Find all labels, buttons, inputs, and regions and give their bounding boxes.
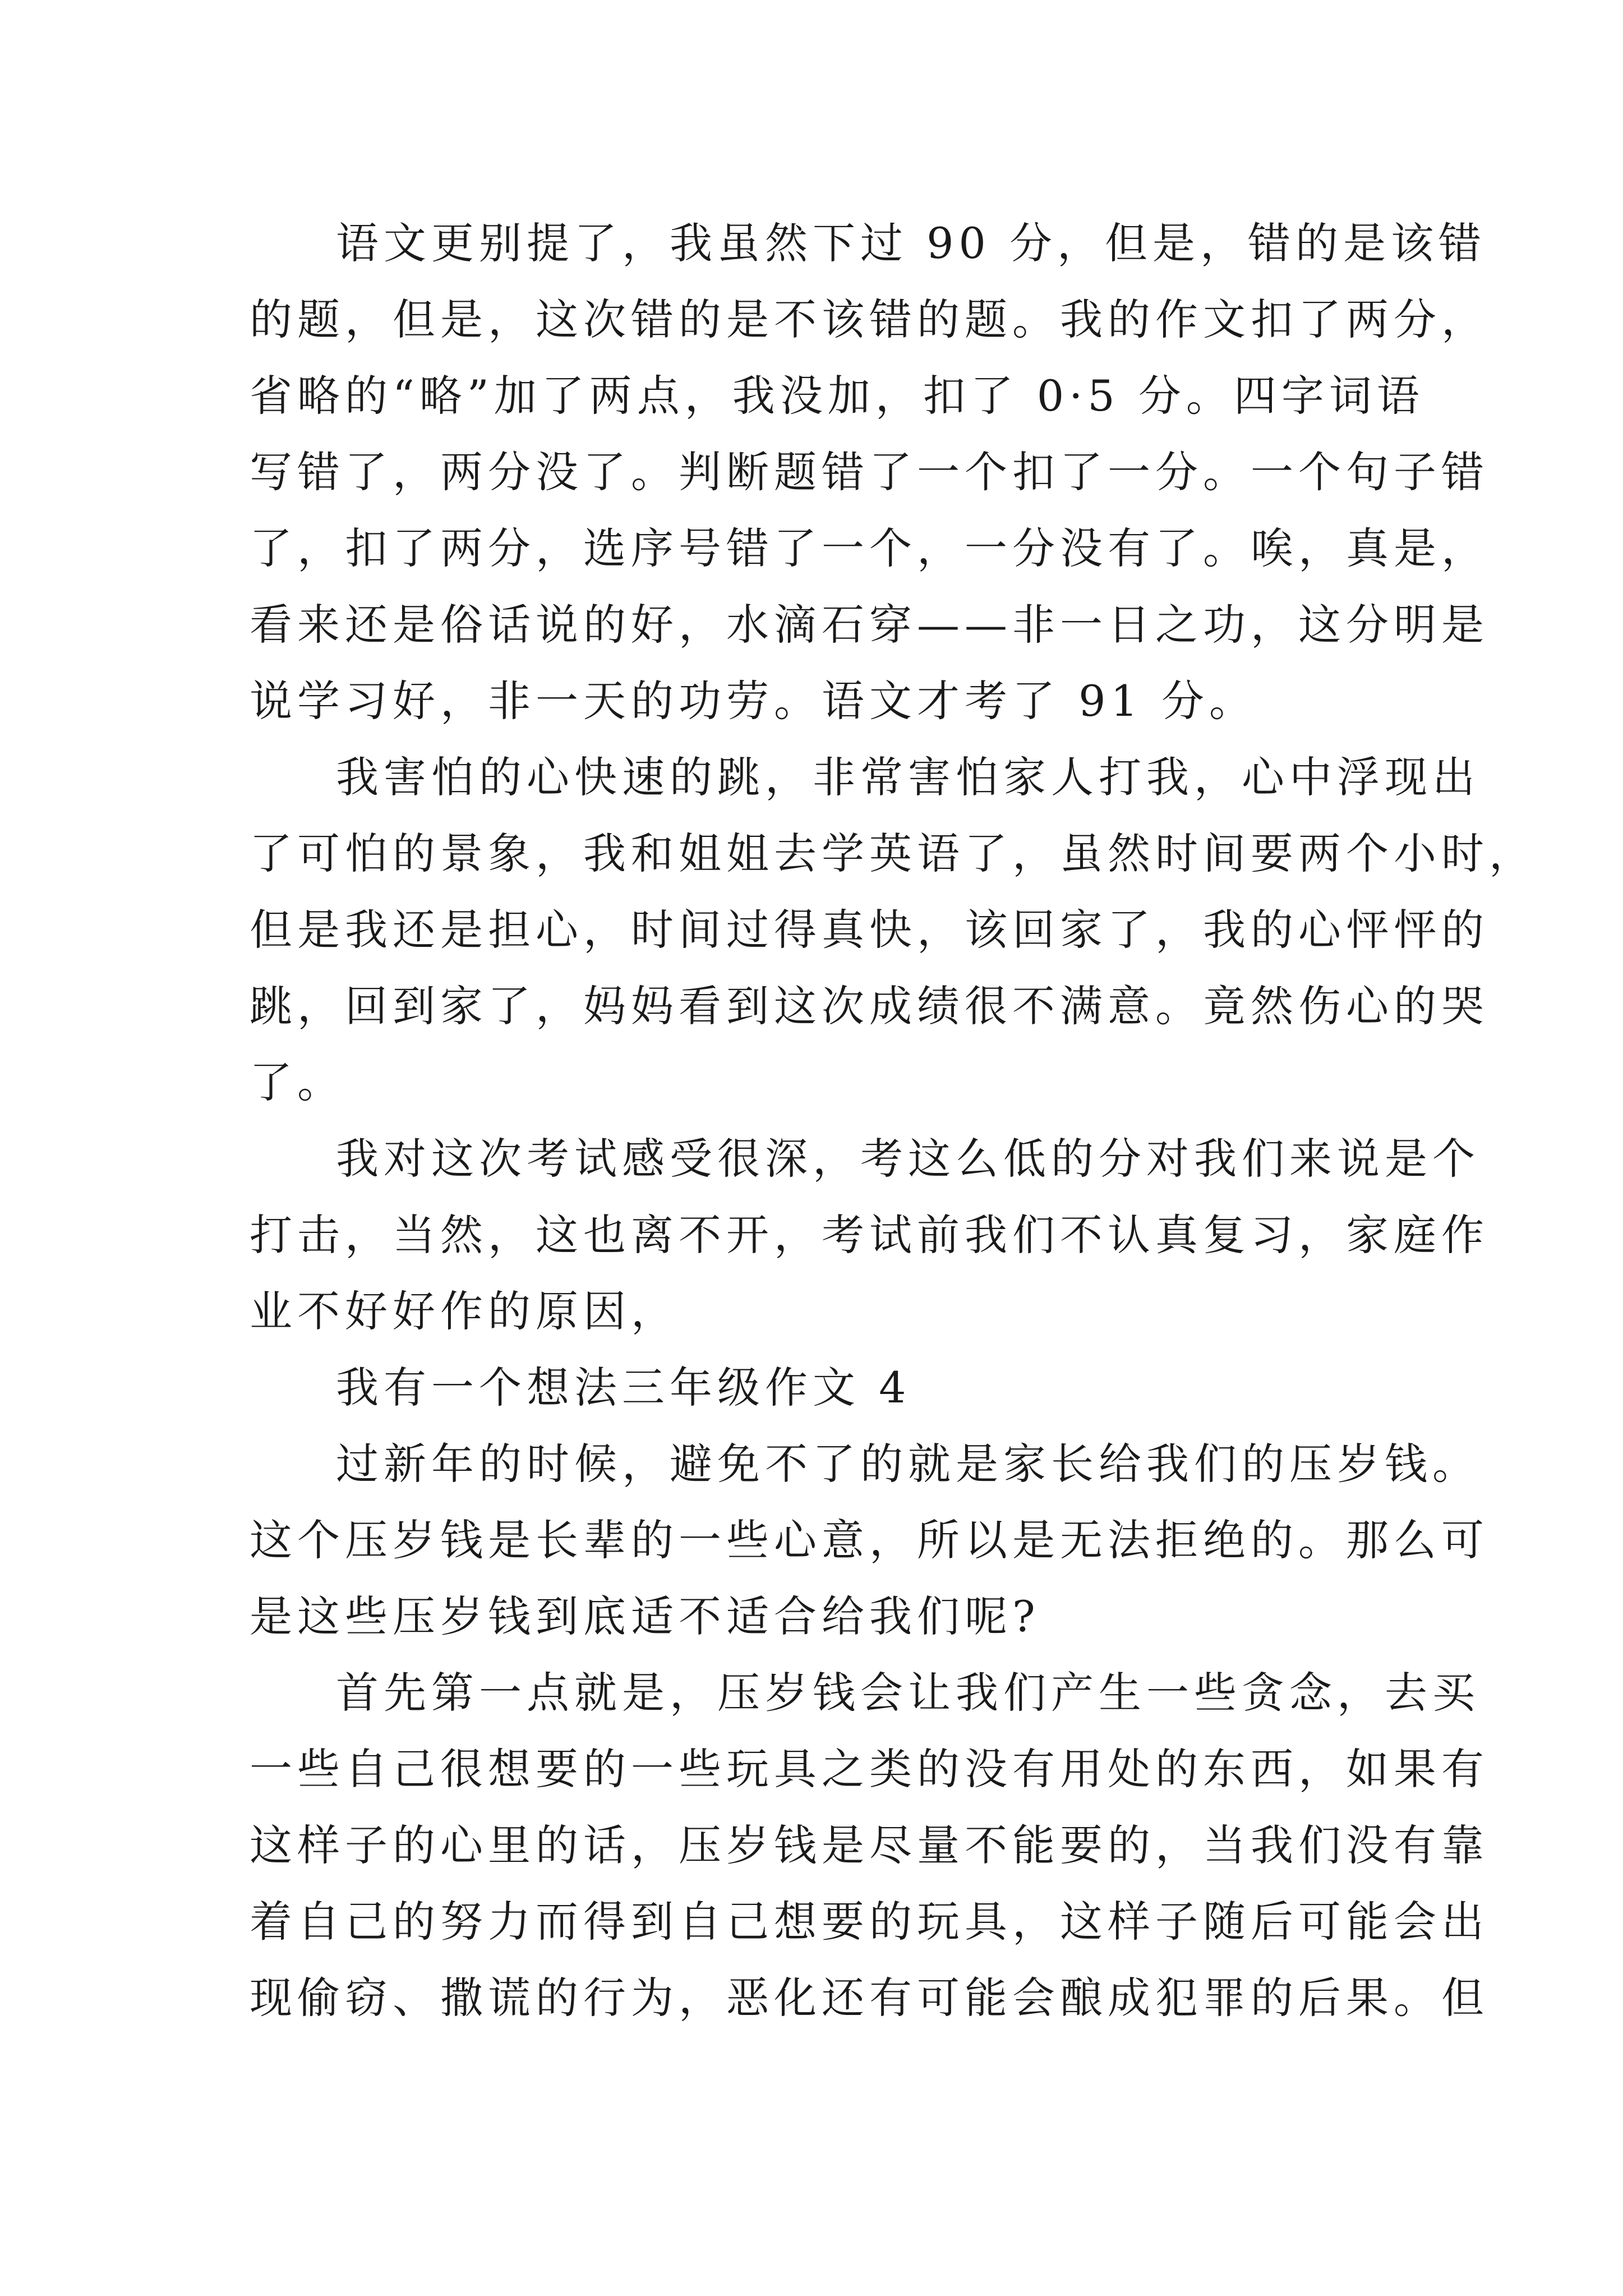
text-line: 现偷窃、撒谎的行为，恶化还有可能会酿成犯罪的后果。但 (250, 1973, 1489, 2023)
paragraph (250, 1655, 1489, 2036)
text-line: 语文更别提了，我虽然下过 90 分，但是，错的是该错 (336, 218, 1487, 268)
text-line: 打击，当然，这也离不开，考试前我们不认真复习，家庭作 (250, 1210, 1489, 1260)
text-line: 了可怕的景象，我和姐姐去学英语了，虽然时间要两个小时， (250, 829, 1537, 878)
text-line: 是这些压岁钱到底适不适合给我们呢? (250, 1591, 1040, 1641)
text-line: 说学习好，非一天的功劳。语文才考了 91 分。 (250, 676, 1257, 726)
text-line: 首先第一点就是，压岁钱会让我们产生一些贪念，去买 (336, 1668, 1480, 1718)
text-line: 跳，回到家了，妈妈看到这次成绩很不满意。竟然伤心的哭 (250, 981, 1489, 1031)
text-line: 写错了，两分没了。判断题错了一个扣了一分。一个句子错 (250, 447, 1489, 497)
text-line: 的题，但是，这次错的是不该错的题。我的作文扣了两分， (250, 295, 1489, 344)
text-line: 业不好好作的原因， (250, 1286, 679, 1336)
text-line: 一些自己很想要的一些玩具之类的没有用处的东西，如果有 (250, 1744, 1489, 1794)
text-line: 了，扣了两分，选序号错了一个，一分没有了。唉，真是， (250, 523, 1489, 573)
essay-body (250, 205, 1537, 2036)
section-heading (250, 1350, 1377, 1426)
text-line: 了。 (250, 1057, 345, 1107)
paragraph (250, 739, 1537, 1121)
text-line: 看来还是俗话说的好，水滴石穿——非一日之功，这分明是 (250, 600, 1489, 650)
text-line: 我对这次考试感受很深，考这么低的分对我们来说是个 (336, 1134, 1480, 1184)
paragraph (250, 205, 1489, 739)
text-line: 这样子的心里的话，压岁钱是尽量不能要的，当我们没有靠 (250, 1820, 1489, 1870)
heading-line: 我有一个想法三年级作文 4 (336, 1363, 911, 1412)
text-line: 我害怕的心快速的跳，非常害怕家人打我，心中浮现出 (336, 752, 1480, 802)
text-line: 着自己的努力而得到自己想要的玩具，这样子随后可能会出 (250, 1897, 1489, 1947)
text-line: 过新年的时候，避免不了的就是家长给我们的压岁钱。 (336, 1439, 1480, 1489)
text-line: 但是我还是担心，时间过得真快，该回家了，我的心怦怦的 (250, 905, 1489, 955)
paragraph (250, 1121, 1489, 1350)
paragraph (250, 1426, 1489, 1655)
text-line: 这个压岁钱是长辈的一些心意，所以是无法拒绝的。那么可 (250, 1515, 1489, 1565)
text-line: 省略的“略”加了两点，我没加，扣了 0·5 分。四字词语 (250, 371, 1424, 421)
